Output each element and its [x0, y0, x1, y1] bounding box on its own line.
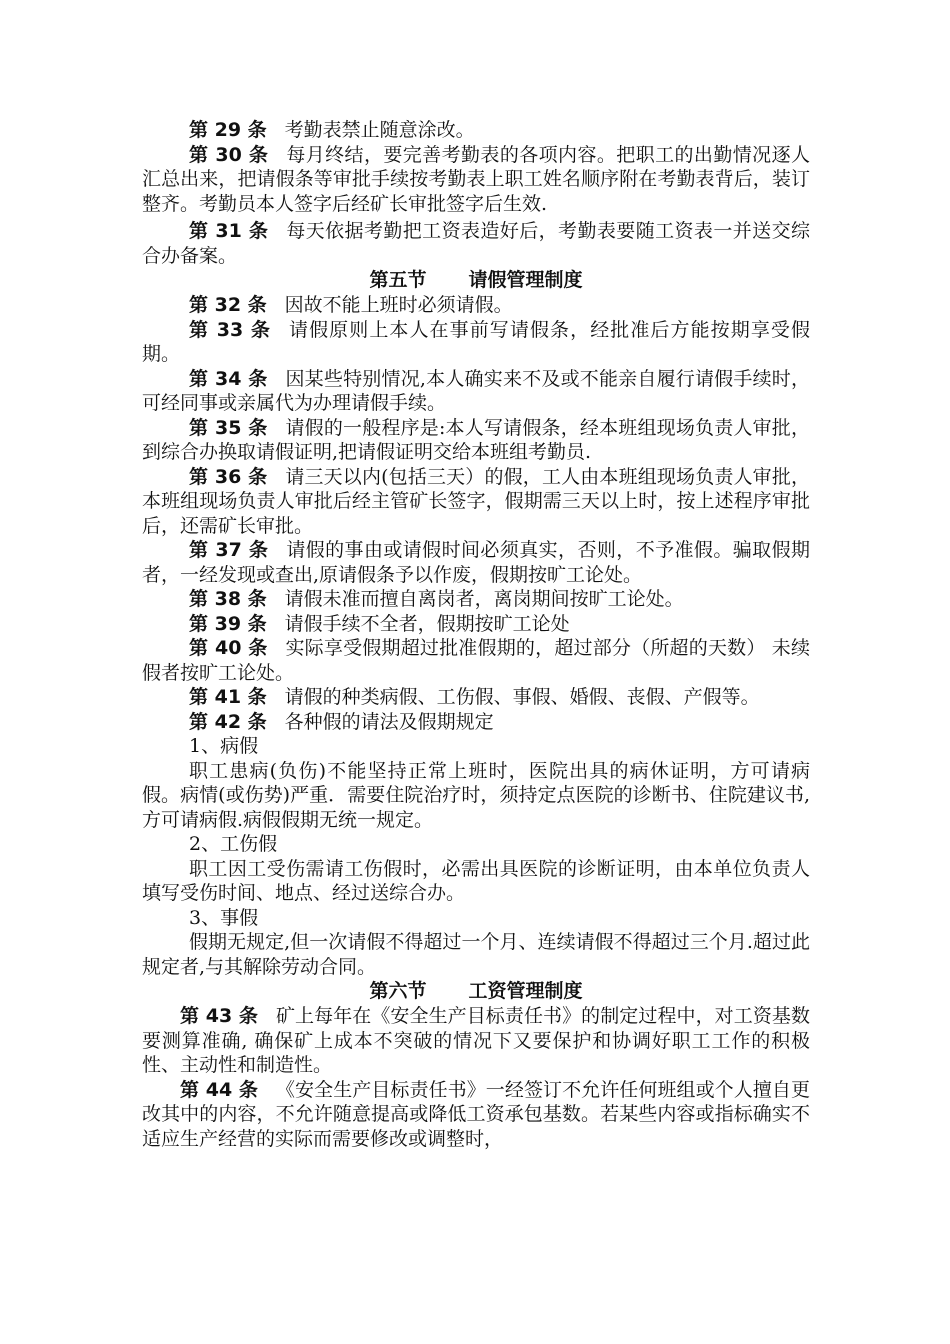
article-label: 第 43 条 [180, 1005, 258, 1027]
article-label: 第 29 条 [189, 119, 267, 141]
article-label: 第 34 条 [189, 367, 268, 390]
leave-type-text: 假期无规定,但一次请假不得超过一个月、连续请假不得超过三个月.超过此规定者,与其解除劳动合同。 [142, 931, 810, 978]
article-text: 每月终结，要完善考勤表的各项内容。把职工的出勤情况逐人汇总出来，把请假条等审批手续按考勤表上职工姓名顺序附在考勤表背后，装订整齐。考勤员本人签字后经矿长审批签字后生效. [142, 143, 810, 215]
document-body [142, 118, 810, 1151]
article-label: 第 33 条 [189, 318, 271, 341]
article-43 [142, 1004, 810, 1078]
article-40 [142, 636, 810, 685]
article-text: 各种假的请法及假期规定 [284, 710, 494, 733]
section-number: 第五节 [369, 269, 427, 291]
section-title: 工资管理制度 [468, 980, 583, 1002]
article-text: 因故不能上班时必须请假。 [284, 294, 513, 316]
article-text: 每天依据考勤把工资表造好后，考勤表要随工资表一并送交综合办备案。 [142, 220, 810, 267]
article-35 [142, 416, 810, 465]
article-label: 第 36 条 [189, 465, 268, 488]
leave-type-title: 1、病假 [189, 735, 259, 757]
article-38 [142, 587, 810, 612]
article-44 [142, 1078, 810, 1152]
article-text: 请三天以内(包括三天）的假，工人由本班组现场负责人审批，本班组现场负责人审批后经主管矿长签字，假期需三天以上时，按上述程序审批后，还需矿长审批。 [142, 465, 810, 537]
article-label: 第 37 条 [189, 539, 269, 561]
section-number: 第六节 [369, 980, 427, 1002]
leave-type-text: 职工患病(负伤)不能坚持正常上班时，医院出具的病休证明，方可请病假。病情(或伤势)严重．需要住院治疗时，须持定点医院的诊断书、住院建议书,方可请病假.病假假期无统一规定。 [142, 759, 810, 831]
article-label: 第 31 条 [189, 220, 269, 242]
article-label: 第 44 条 [180, 1078, 258, 1101]
article-label: 第 30 条 [189, 143, 269, 166]
article-label: 第 38 条 [189, 588, 267, 610]
section-title: 请假管理制度 [468, 269, 583, 291]
article-34 [142, 367, 810, 416]
article-41 [142, 685, 810, 710]
article-31 [142, 219, 810, 268]
article-text: 因某些特别情况,本人确实来不及或不能亲自履行请假手续时，可经同事或亲属代为办理请假手续。 [142, 367, 810, 414]
article-text: 请假未准而擅自离岗者，离岗期间按旷工论处。 [284, 588, 684, 610]
article-text: 请假原则上本人在事前写请假条，经批准后方能按期享受假期。 [142, 318, 810, 365]
article-text: 实际享受假期超过批准假期的，超过部分（所超的天数） 未续假者按旷工论处。 [142, 637, 810, 684]
article-text: 请假的一般程序是:本人写请假条，经本班组现场负责人审批，到综合办换取请假证明,把请假证明交给本班组考勤员. [142, 416, 810, 463]
article-32 [142, 293, 810, 318]
article-29 [142, 118, 810, 143]
article-39 [142, 612, 810, 637]
article-text: 《安全生产目标责任书》一经签订不允许任何班组或个人擅自更改其中的内容，不允许随意提高或降低工资承包基数。若某些内容或指标确实不适应生产经营的实际而需要修改或调整时， [142, 1078, 810, 1150]
article-text: 矿上每年在《安全生产目标责任书》的制定过程中，对工资基数要测算准确, 确保矿上成本不突破的情况下又要保护和协调好职工工作的积极性、主动性和制造性。 [142, 1005, 810, 1076]
article-36 [142, 465, 810, 539]
leave-type-title: 3、事假 [189, 906, 259, 929]
article-30 [142, 143, 810, 217]
article-33 [142, 318, 810, 367]
article-42 [142, 710, 810, 735]
article-label: 第 40 条 [189, 637, 268, 659]
article-label: 第 32 条 [189, 294, 267, 316]
section-heading-5 [142, 268, 810, 293]
article-text: 请假的种类病假、工伤假、事假、婚假、丧假、产假等。 [284, 686, 760, 708]
section-heading-6 [142, 979, 810, 1004]
article-text: 请假的事由或请假时间必须真实，否则，不予准假。骗取假期者，一经发现或查出,原请假条予以作废，假期按旷工论处。 [142, 539, 810, 586]
article-text: 考勤表禁止随意涂改。 [284, 119, 475, 141]
article-label: 第 42 条 [189, 710, 267, 733]
leave-type-text: 职工因工受伤需请工伤假时，必需出具医院的诊断证明，由本单位负责人填写受伤时间、地点、经过送综合办。 [142, 857, 810, 904]
article-label: 第 39 条 [189, 612, 267, 635]
article-text: 请假手续不全者，假期按旷工论处 [284, 612, 570, 635]
article-37 [142, 538, 810, 587]
leave-type-title: 2、工伤假 [189, 833, 278, 855]
article-label: 第 35 条 [189, 416, 268, 439]
article-label: 第 41 条 [189, 686, 267, 708]
